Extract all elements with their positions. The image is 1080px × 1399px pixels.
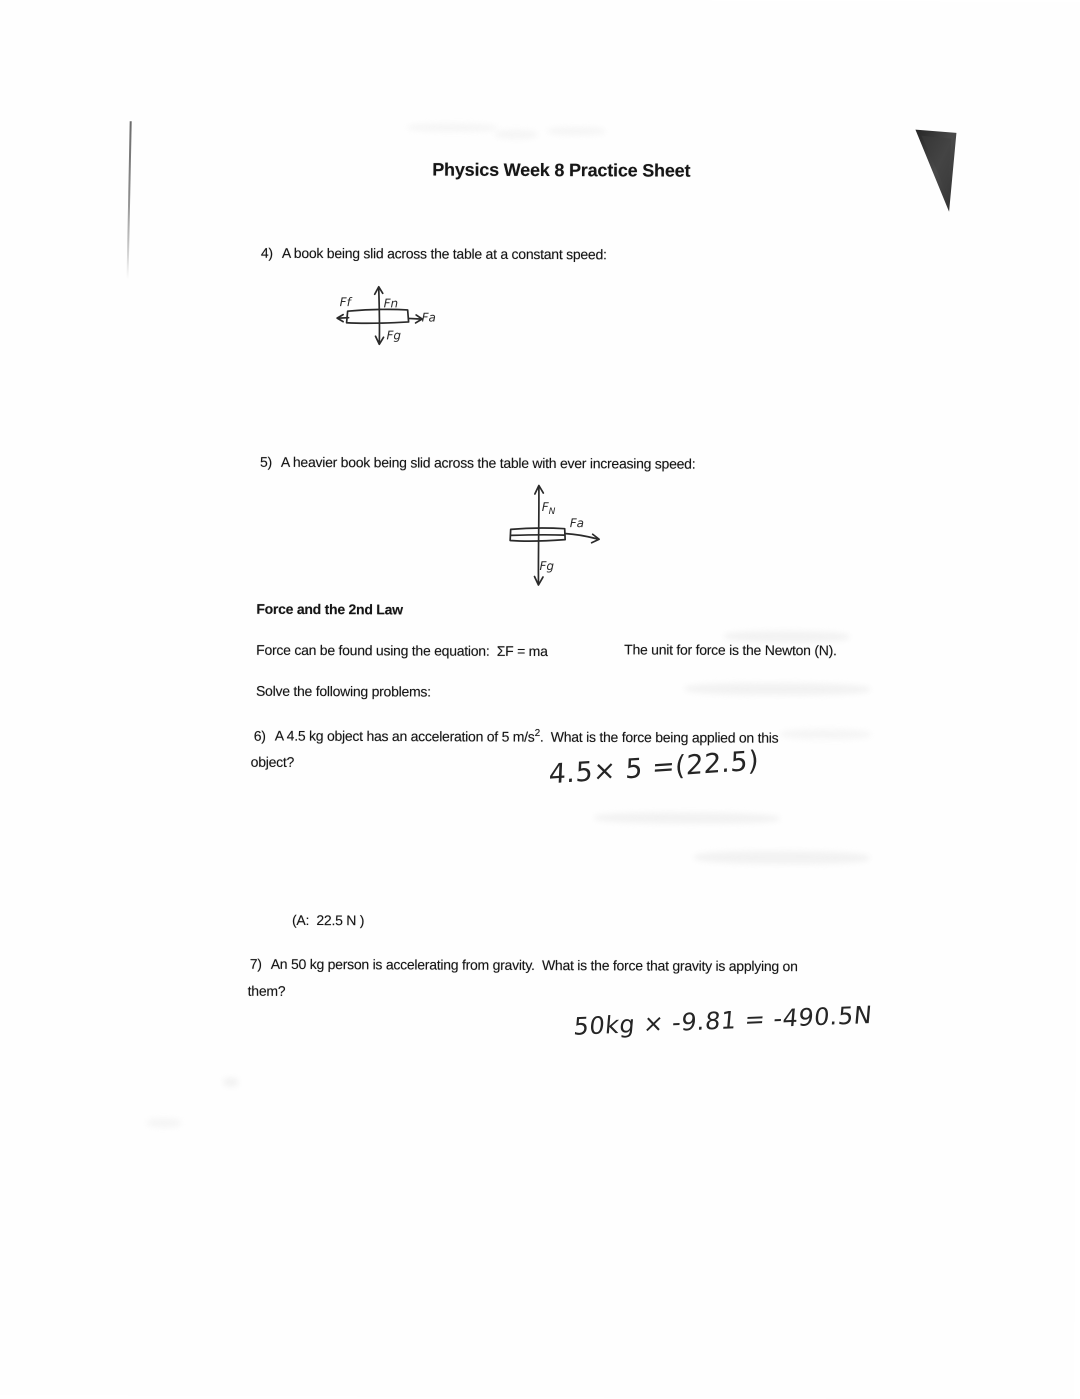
question-4-prompt: A book being slid across the table at a constant speed: (281, 244, 607, 263)
bleedthrough-smudge (594, 812, 779, 824)
question-6-number: 6) (253, 727, 266, 744)
q6-handwritten-work: 4.5× 5 =(22.5) (548, 745, 760, 791)
question-4-text (261, 245, 607, 263)
bleedthrough-smudge (685, 683, 870, 696)
section-heading: Force and the 2nd Law (256, 600, 403, 618)
q4-friction-force-arrow (339, 318, 349, 319)
bleedthrough-smudge (781, 729, 871, 739)
scan-edge-line (127, 121, 132, 279)
question-7-text-line2: them? (247, 982, 286, 999)
page-title: Physics Week 8 Practice Sheet (432, 159, 691, 181)
q5-normal-label: $F_N$ (541, 500, 556, 518)
question-7-text-line1 (250, 956, 798, 974)
bleedthrough-smudge (223, 1078, 238, 1087)
question-6-prompt-pre: A 4.5 kg object has an acceleration of 5 m/s (274, 727, 535, 745)
q7-handwritten-work: 50kg × -9.81 = -490.5N (572, 1000, 874, 1041)
question-4-number: 4) (260, 244, 273, 261)
question-7-number: 7) (249, 955, 262, 972)
q5-book-midline (511, 535, 565, 536)
bleedthrough-smudge (694, 851, 869, 865)
question-7-prompt: An 50 kg person is accelerating from gravity. What is the force that gravity is applying on (270, 955, 798, 975)
bleedthrough-smudge (407, 123, 497, 131)
q4-normal-force-arrow (379, 288, 380, 342)
q6-answer: (A: 22.5 N ) (291, 911, 365, 929)
question-6-prompt-post: . What is the force being applied on this (539, 728, 779, 746)
bleedthrough-smudge (547, 127, 605, 135)
unit-sentence: The unit for force is the Newton (N). (624, 641, 837, 659)
question-5-text (260, 454, 695, 472)
q5-applied-label: Fa (569, 516, 585, 531)
bleedthrough-smudge (147, 1118, 181, 1127)
question-5-prompt: A heavier book being slid across the table with ever increasing speed: (280, 453, 696, 472)
q4-applied-label: Fa (421, 310, 436, 325)
bleedthrough-smudge (495, 130, 537, 139)
q4-applied-force-arrow (409, 318, 420, 319)
q4-book-rectangle (347, 309, 409, 323)
page-corner-artifact (907, 124, 969, 222)
question-6-text-line1 (254, 727, 779, 746)
solve-instruction: Solve the following problems: (255, 682, 431, 700)
bleedthrough-smudge (724, 631, 849, 643)
question-5-number: 5) (259, 453, 272, 470)
q5-normal-label-sub: N (548, 507, 556, 518)
q5-gravity-label: Fg (539, 559, 555, 574)
equation-sentence: Force can be found using the equation: ΣF = ma (256, 641, 548, 660)
q4-normal-label: Fn (383, 296, 399, 311)
question-6-superscript: 2 (534, 727, 540, 740)
q5-free-body-diagram (500, 480, 611, 595)
q4-gravity-label: Fg (386, 328, 402, 343)
q4-free-body-diagram (331, 281, 451, 362)
q4-friction-label: Ff (339, 295, 351, 310)
question-6-text-line2: object? (250, 753, 295, 770)
